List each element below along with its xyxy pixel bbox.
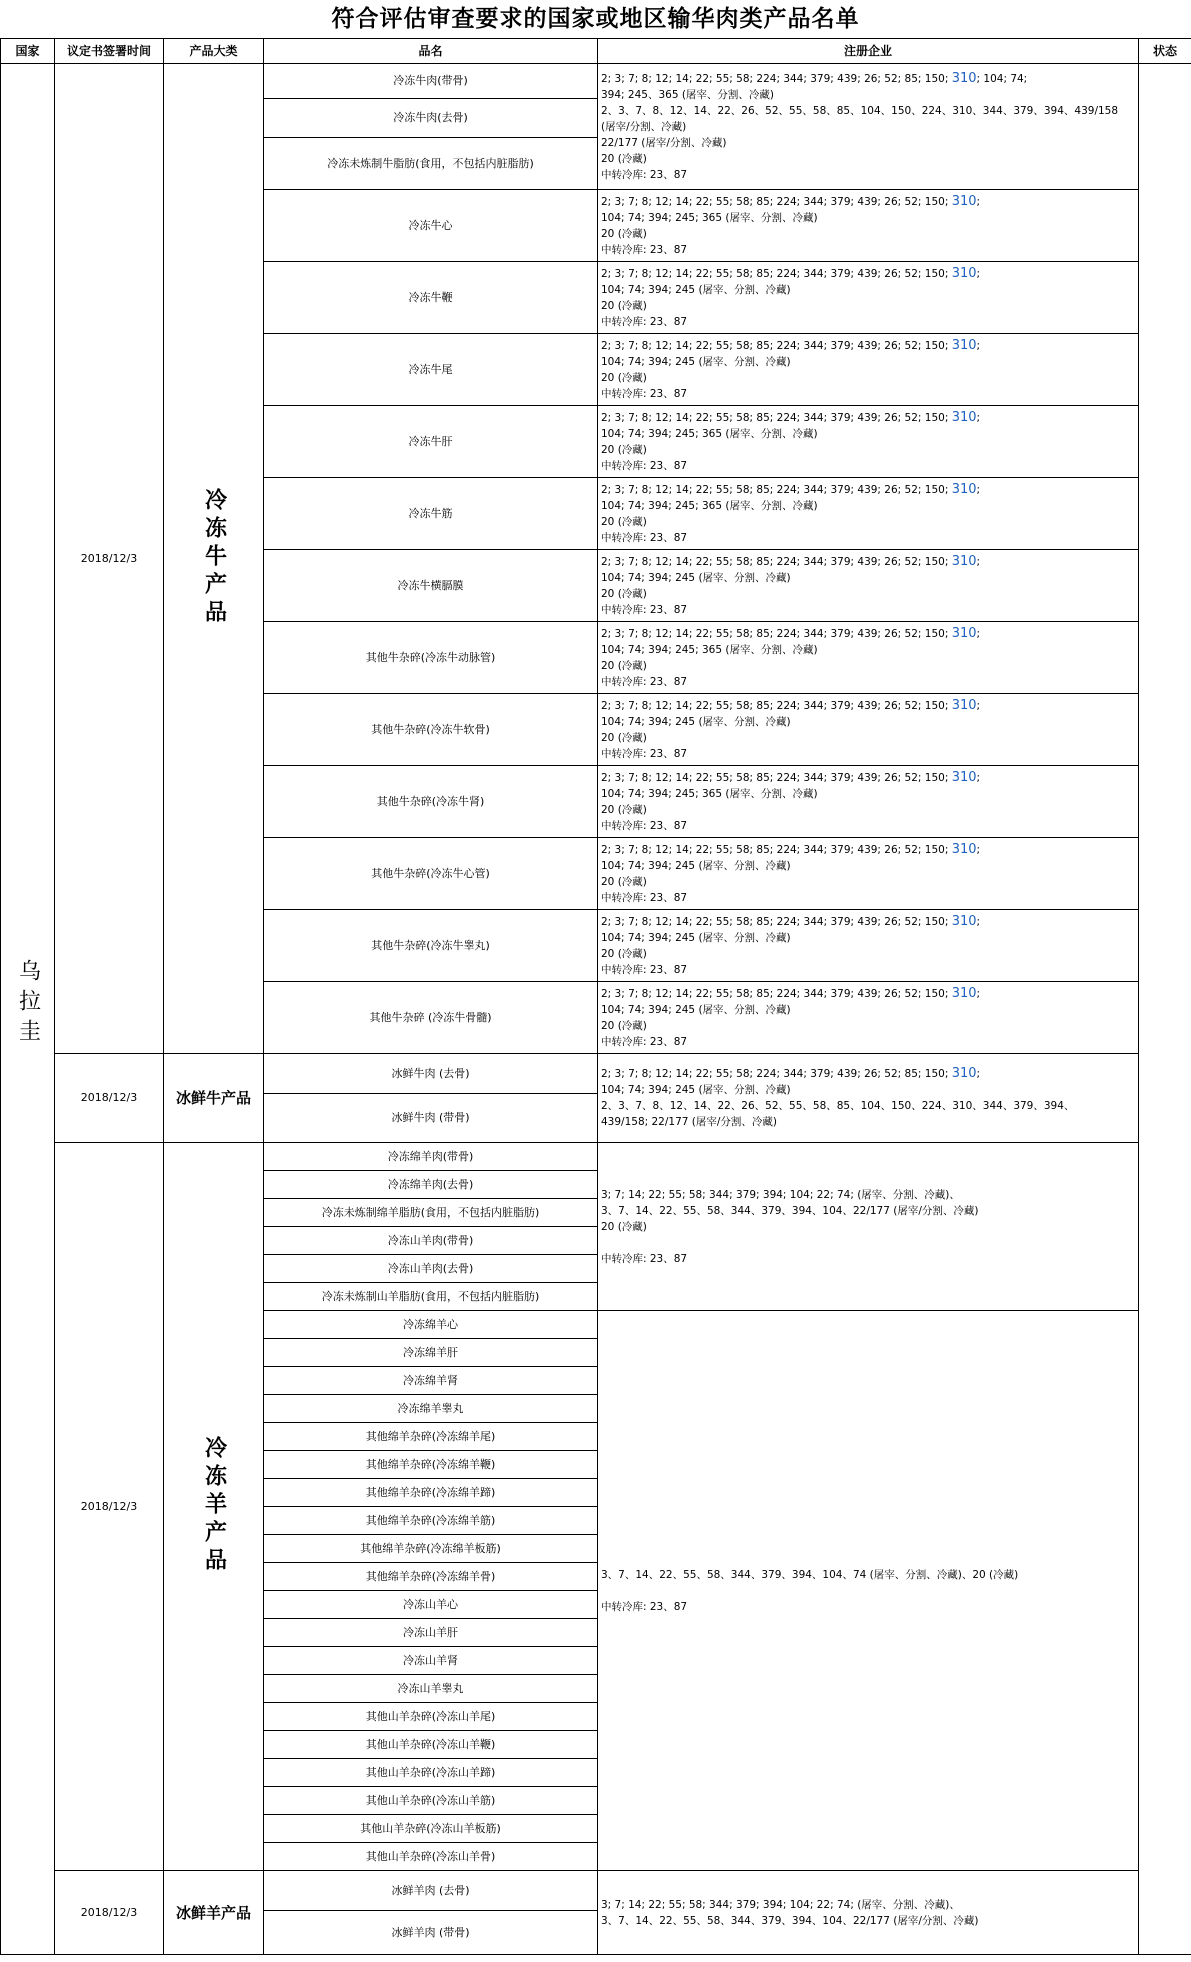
product-name: 冰鲜牛肉 (带骨): [264, 1094, 598, 1143]
product-name: 冷冻绵羊睾丸: [264, 1395, 598, 1423]
registered-enterprises: 2; 3; 7; 8; 12; 14; 22; 55; 58; 85; 224; 344; 379; 439; 26; 52; 150; 310; 104; 74; 394; 245 (屠宰、分割、冷藏) 20 (冷藏) 中转冷库: 23、87: [598, 262, 1139, 334]
product-name: 其他山羊杂碎(冷冻山羊尾): [264, 1703, 598, 1731]
registered-enterprises: 2; 3; 7; 8; 12; 14; 22; 55; 58; 85; 224; 344; 379; 439; 26; 52; 150; 310; 104; 74; 394; 245 (屠宰、分割、冷藏) 20 (冷藏) 中转冷库: 23、87: [598, 982, 1139, 1054]
product-name: 冷冻绵羊心: [264, 1311, 598, 1339]
highlight-number: 310: [951, 1066, 977, 1081]
registered-enterprises: 2; 3; 7; 8; 12; 14; 22; 55; 58; 85; 224; 344; 379; 439; 26; 52; 150; 310; 104; 74; 394; 245; 365 (屠宰、分割、冷藏) 20 (冷藏) 中转冷库: 23、87: [598, 622, 1139, 694]
product-category: [164, 1143, 264, 1871]
highlight-number: 310: [951, 265, 977, 281]
table-row: [1, 1143, 1191, 1171]
product-name: 其他牛杂碎(冷冻牛软骨): [264, 694, 598, 766]
highlight-number: 310: [951, 70, 977, 86]
highlight-number: 310: [951, 625, 977, 641]
highlight-number: 310: [951, 985, 977, 1001]
registered-enterprises: 2; 3; 7; 8; 12; 14; 22; 55; 58; 85; 224; 344; 379; 439; 26; 52; 150; 310; 104; 74; 394; 245 (屠宰、分割、冷藏) 20 (冷藏) 中转冷库: 23、87: [598, 694, 1139, 766]
registered-enterprises: 2; 3; 7; 8; 12; 14; 22; 55; 58; 85; 224; 344; 379; 439; 26; 52; 150; 310; 104; 74; 394; 245; 365 (屠宰、分割、冷藏) 20 (冷藏) 中转冷库: 23、87: [598, 766, 1139, 838]
product-name: 冰鲜牛肉 (去骨): [264, 1054, 598, 1094]
registered-enterprises: 2; 3; 7; 8; 12; 14; 22; 55; 58; 85; 224; 344; 379; 439; 26; 52; 150; 310; 104; 74; 394; 245 (屠宰、分割、冷藏) 20 (冷藏) 中转冷库: 23、87: [598, 838, 1139, 910]
header-date: 议定书签署时间: [55, 39, 164, 64]
product-name: 其他山羊杂碎(冷冻山羊骨): [264, 1843, 598, 1871]
registered-enterprises: 3、7、14、22、55、58、344、379、394、104、74 (屠宰、分割、冷藏)、20 (冷藏) 中转冷库: 23、87: [598, 1311, 1139, 1871]
product-name: 其他牛杂碎(冷冻牛心管): [264, 838, 598, 910]
product-name: 其他绵羊杂碎(冷冻绵羊蹄): [264, 1479, 598, 1507]
registered-enterprises: 2; 3; 7; 8; 12; 14; 22; 55; 58; 224; 344; 379; 439; 26; 52; 85; 150; 310; 104; 74; 394; 245、365 (屠宰、分割、冷藏) 2、3、7、8、12、14、22、26、52、55、58、85、104、150、224、310、344、379、394、439/158 (屠宰/分割、冷藏) 22/177 (屠宰/分割、冷藏) 20 (冷藏) 中转冷库: 23、87: [598, 64, 1139, 190]
product-name: 冷冻未炼制牛脂肪(食用，不包括内脏脂肪): [264, 138, 598, 190]
product-name: 冷冻山羊肉(带骨): [264, 1227, 598, 1255]
product-name: 冷冻绵羊肉(去骨): [264, 1171, 598, 1199]
header-category: 产品大类: [164, 39, 264, 64]
table-row: [1, 64, 1191, 99]
product-name: 其他山羊杂碎(冷冻山羊筋): [264, 1787, 598, 1815]
product-category: [164, 64, 264, 1054]
highlight-number: 310: [951, 913, 977, 929]
product-name: 冷冻牛肝: [264, 406, 598, 478]
registered-enterprises: 2; 3; 7; 8; 12; 14; 22; 55; 58; 85; 224; 344; 379; 439; 26; 52; 150; 310; 104; 74; 394; 245 (屠宰、分割、冷藏) 20 (冷藏) 中转冷库: 23、87: [598, 334, 1139, 406]
registered-enterprises: 3; 7; 14; 22; 55; 58; 344; 379; 394; 104; 22; 74; (屠宰、分割、冷藏)、 3、7、14、22、55、58、344、379、394、104、22/177 (屠宰/分割、冷藏): [598, 1871, 1139, 1955]
header-enterprise: 注册企业: [598, 39, 1139, 64]
product-name: 冷冻绵羊肝: [264, 1339, 598, 1367]
highlight-number: 310: [951, 409, 977, 425]
product-name: 冷冻绵羊肾: [264, 1367, 598, 1395]
header-status: 状态: [1139, 39, 1191, 64]
category-label: 冷冻牛产品: [201, 487, 227, 628]
product-name: 冷冻牛心: [264, 190, 598, 262]
table-body: [1, 64, 1191, 1955]
product-name: 冷冻牛横膈膜: [264, 550, 598, 622]
registered-enterprises: 2; 3; 7; 8; 12; 14; 22; 55; 58; 85; 224; 344; 379; 439; 26; 52; 150; 310; 104; 74; 394; 245; 365 (屠宰、分割、冷藏) 20 (冷藏) 中转冷库: 23、87: [598, 190, 1139, 262]
product-name: 冷冻未炼制山羊脂肪(食用，不包括内脏脂肪): [264, 1283, 598, 1311]
product-name: 冷冻未炼制绵羊脂肪(食用，不包括内脏脂肪): [264, 1199, 598, 1227]
product-name: 冰鲜羊肉 (去骨): [264, 1871, 598, 1911]
product-name: 冷冻山羊肾: [264, 1647, 598, 1675]
table-row: [1, 1054, 1191, 1094]
product-name: 冷冻牛肉(去骨): [264, 99, 598, 138]
product-category: 冰鲜牛产品: [164, 1054, 264, 1143]
product-name: 其他山羊杂碎(冷冻山羊鞭): [264, 1731, 598, 1759]
registered-enterprises: 2; 3; 7; 8; 12; 14; 22; 55; 58; 85; 224; 344; 379; 439; 26; 52; 150; 310; 104; 74; 394; 245; 365 (屠宰、分割、冷藏) 20 (冷藏) 中转冷库: 23、87: [598, 406, 1139, 478]
country-name: 乌拉圭: [15, 958, 41, 1049]
registered-enterprises: 2; 3; 7; 8; 12; 14; 22; 55; 58; 85; 224; 344; 379; 439; 26; 52; 150; 310; 104; 74; 394; 245 (屠宰、分割、冷藏) 20 (冷藏) 中转冷库: 23、87: [598, 550, 1139, 622]
highlight-number: 310: [951, 841, 977, 857]
product-name: 其他绵羊杂碎(冷冻绵羊尾): [264, 1423, 598, 1451]
registered-enterprises: 2; 3; 7; 8; 12; 14; 22; 55; 58; 85; 224; 344; 379; 439; 26; 52; 150; 310; 104; 74; 394; 245 (屠宰、分割、冷藏) 20 (冷藏) 中转冷库: 23、87: [598, 910, 1139, 982]
product-name: 冷冻山羊睾丸: [264, 1675, 598, 1703]
highlight-number: 310: [951, 337, 977, 353]
product-name: 其他牛杂碎(冷冻牛动脉管): [264, 622, 598, 694]
registered-enterprises: 3; 7; 14; 22; 55; 58; 344; 379; 394; 104; 22; 74; (屠宰、分割、冷藏)、 3、7、14、22、55、58、344、379、394、104、22/177 (屠宰/分割、冷藏) 20 (冷藏) 中转冷库: 23、87: [598, 1143, 1139, 1311]
table-row: [1, 1871, 1191, 1911]
product-name: 其他牛杂碎(冷冻牛肾): [264, 766, 598, 838]
page-title: 符合评估审查要求的国家或地区输华肉类产品名单: [331, 6, 860, 32]
status-cell: [1139, 64, 1191, 1955]
product-name: 其他绵羊杂碎(冷冻绵羊鞭): [264, 1451, 598, 1479]
highlight-number: 310: [951, 193, 977, 209]
product-category: 冰鲜羊产品: [164, 1871, 264, 1955]
product-name: 其他牛杂碎 (冷冻牛骨髓): [264, 982, 598, 1054]
product-name: 冷冻山羊心: [264, 1591, 598, 1619]
header-row: [1, 39, 1191, 64]
product-name: 冷冻牛筋: [264, 478, 598, 550]
country-cell: [1, 64, 55, 1955]
agreement-date: 2018/12/3: [55, 1871, 164, 1955]
header-product: 品名: [264, 39, 598, 64]
registered-enterprises: 2; 3; 7; 8; 12; 14; 22; 55; 58; 85; 224; 344; 379; 439; 26; 52; 150; 310; 104; 74; 394; 245; 365 (屠宰、分割、冷藏) 20 (冷藏) 中转冷库: 23、87: [598, 478, 1139, 550]
product-name: 冷冻山羊肝: [264, 1619, 598, 1647]
highlight-number: 310: [951, 769, 977, 785]
highlight-number: 310: [951, 553, 977, 569]
product-name: 冷冻牛尾: [264, 334, 598, 406]
product-name: 其他牛杂碎(冷冻牛睾丸): [264, 910, 598, 982]
product-name: 其他绵羊杂碎(冷冻绵羊板筋): [264, 1535, 598, 1563]
category-label: 冷冻羊产品: [201, 1435, 227, 1576]
agreement-date: 2018/12/3: [55, 1143, 164, 1871]
product-name: 冷冻牛肉(带骨): [264, 64, 598, 99]
product-name: 冷冻牛鞭: [264, 262, 598, 334]
product-name: 冷冻山羊肉(去骨): [264, 1255, 598, 1283]
registered-enterprises: 2; 3; 7; 8; 12; 14; 22; 55; 58; 224; 344; 379; 439; 26; 52; 85; 150; 310; 104; 74; 394; 245 (屠宰、分割、冷藏) 2、3、7、8、12、14、22、26、52、55、58、85、104、150、224、310、344、379、394、 439/158; 22/177 (屠宰/分割、冷藏): [598, 1054, 1139, 1143]
agreement-date: 2018/12/3: [55, 1054, 164, 1143]
product-name: 其他绵羊杂碎(冷冻绵羊筋): [264, 1507, 598, 1535]
product-name: 冰鲜羊肉 (带骨): [264, 1911, 598, 1955]
product-table: [0, 38, 1191, 1955]
product-name: 其他绵羊杂碎(冷冻绵羊骨): [264, 1563, 598, 1591]
product-name: 其他山羊杂碎(冷冻山羊蹄): [264, 1759, 598, 1787]
product-name: 冷冻绵羊肉(带骨): [264, 1143, 598, 1171]
highlight-number: 310: [951, 481, 977, 497]
agreement-date: 2018/12/3: [55, 64, 164, 1054]
highlight-number: 310: [951, 697, 977, 713]
header-country: 国家: [1, 39, 55, 64]
product-name: 其他山羊杂碎(冷冻山羊板筋): [264, 1815, 598, 1843]
